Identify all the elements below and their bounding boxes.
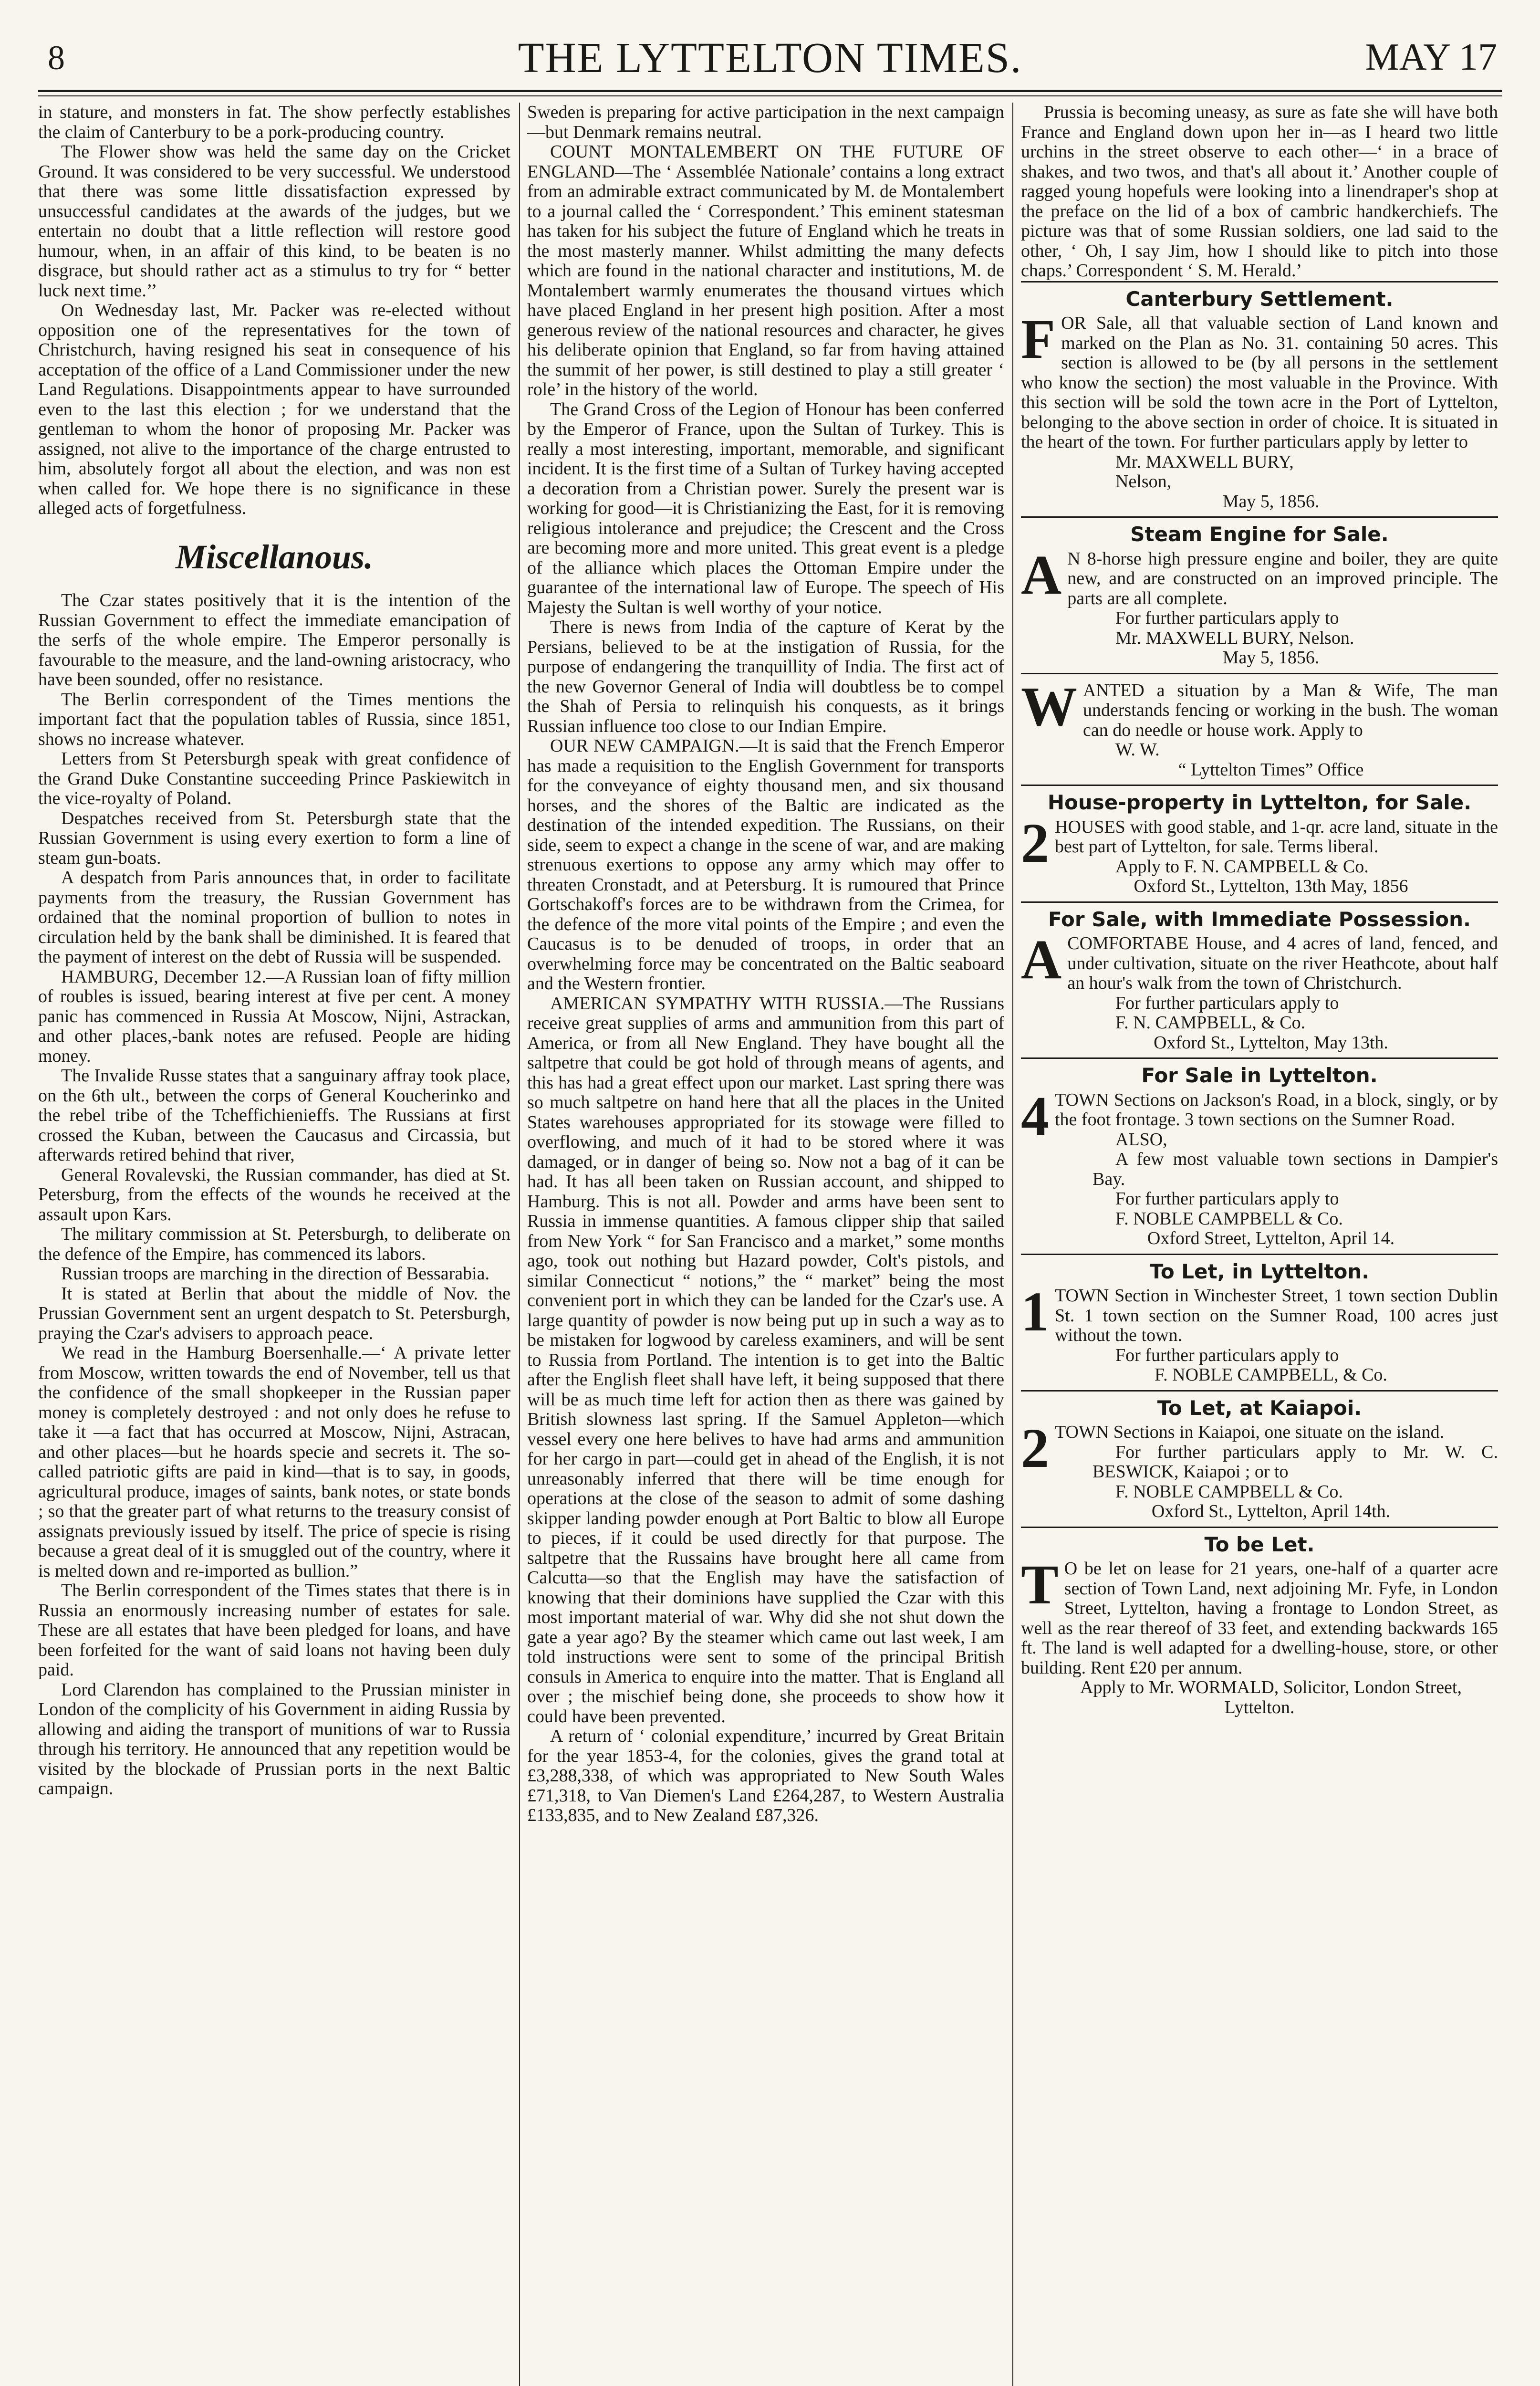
advertisement-text: OR Sale, all that valuable section of Land known and marked on the Plan as No. 31. containing 50 acres. This section is allowed to be (by all persons in the settlement who know the section) the most valuable in the Province. With this section will be sold the town acre in the Port of Lyttelton, belonging to the above section in order of choice. It is situated in the heart of the town. For further particulars apply by letter to xyxy=(1021,313,1498,452)
advertisement xyxy=(1021,1057,1498,1254)
advertisement-body xyxy=(1021,675,1498,741)
news-item: The military commission at St. Petersburgh, to deliberate on the defence of the Empire, has commenced its labors. xyxy=(38,1224,510,1264)
advertisement-title: Steam Engine for Sale. xyxy=(1130,523,1389,546)
advertisement-text: HOUSES with good stable, and 1-qr. acre land, situate in the best part of Lyttelton, for sale. Terms liberal. xyxy=(1055,816,1498,857)
advertisement xyxy=(1021,516,1498,673)
advertisement-contact-line: Oxford Street, Lyttelton, April 14. xyxy=(1147,1228,1395,1248)
column-2 xyxy=(527,103,1004,2386)
advertisement-contact-line: Nelson, xyxy=(1115,471,1172,492)
advertisement-title: For Sale, with Immediate Possession. xyxy=(1048,907,1471,931)
drop-cap: 2 xyxy=(1021,811,1049,874)
advertisement-contact-line: F. N. CAMPBELL, & Co. xyxy=(1115,1013,1306,1033)
advertisement-contact-line: Oxford St., Lyttelton, April 14th. xyxy=(1151,1501,1391,1521)
advertisement-contact-line: Mr. MAXWELL BURY, xyxy=(1115,451,1294,472)
advertisement xyxy=(1021,1390,1498,1527)
news-item: The Czar states positively that it is the intention of the Russian Government to effect the immediate emancipation of the serfs of the whole empire. The Emperor personally is favourable to the measure, and the land-owning aristocracy, who have been sounded, offer no resistance. xyxy=(38,590,510,690)
advertisement-title: To be Let. xyxy=(1204,1532,1315,1556)
advertisement-contact-line: F. NOBLE CAMPBELL & Co. xyxy=(1115,1481,1343,1502)
advertisement-contact-line: Mr. MAXWELL BURY, Nelson. xyxy=(1115,628,1354,648)
advertisement-title: Canterbury Settlement. xyxy=(1125,287,1394,311)
drop-cap: 1 xyxy=(1021,1280,1049,1343)
advertisement-contact-line: F. NOBLE CAMPBELL & Co. xyxy=(1115,1208,1343,1229)
article-paragraph: The Grand Cross of the Legion of Honour has been conferred by the Emperor of France, upon the Sultan of Turkey. This is really a most interesting, important, memorable, and significant incident. It is the first time of a Sultan of Turkey having accepted a decoration from a Christian power. Surely the present war is working for good—it is Christianizing the East, for it is removing religious intolerance and prejudice; the Crescent and the Cross are becoming more and more united. This great event is a pledge of the alliance which places the Ottoman Empire under the guarantee of the international law of Europe. The speech of His Majesty the Sultan is well worthy of your notice. xyxy=(527,399,1004,617)
advertisement-contact-line: For further particulars apply to xyxy=(1115,993,1339,1013)
advertisement-title: House-property in Lyttelton, for Sale. xyxy=(1047,791,1472,814)
article-paragraph: Sweden is preparing for active participation in the next campaign—but Denmark remains neutral. xyxy=(527,103,1004,142)
advertisement-title: To Let, in Lyttelton. xyxy=(1149,1259,1370,1283)
drop-cap: 2 xyxy=(1021,1417,1049,1479)
advertisement-contact-line: May 5, 1856. xyxy=(1222,491,1320,512)
advertisement xyxy=(1021,901,1498,1058)
advertisement-text: TOWN Sections on Jackson's Road, in a block, singly, or by the foot frontage. 3 town sections on the Sumner Road. xyxy=(1055,1089,1498,1130)
advertisement-contact-line: For further particulars apply to xyxy=(1115,1345,1339,1365)
news-item: General Rovalevski, the Russian commander, has died at St. Petersburg, from the effects of the wounds he received at the assault upon Kars. xyxy=(38,1164,510,1224)
news-item: The Berlin correspondent of the Times mentions the important fact that the population tables of Russia, since 1851, shows no increase whatever. xyxy=(38,689,510,749)
drop-cap: A xyxy=(1021,928,1062,991)
issue-date: MAY 17 xyxy=(1365,36,1497,78)
advertisement xyxy=(1021,1527,1498,1723)
news-item: A despatch from Paris announces that, in order to facilitate payments from the treasury, the Russian Government has ordained that the nominal proportion of bullion to notes in circulation held by the bank shall be diminished. It is feared that the payment of interest on the debt of Russia will be suspended. xyxy=(38,868,510,967)
news-item: HAMBURG, December 12.—A Russian loan of fifty million of roubles is issued, bearing interest at five per cent. A money panic has commenced in Russia At Moscow, Nijni, Astrackan, and other places,-bank notes are refused. People are hiding money. xyxy=(38,966,510,1066)
news-item: Despatches received from St. Petersburgh state that the Russian Government is using every exertion to form a line of steam gun-boats. xyxy=(38,808,510,868)
advertisement xyxy=(1021,673,1498,785)
advertisement xyxy=(1021,1254,1498,1390)
drop-cap: W xyxy=(1021,675,1077,738)
advertisement-text: TOWN Sections in Kaiapoi, one situate on the island. xyxy=(1055,1422,1445,1442)
column-divider xyxy=(1012,103,1013,2386)
advertisement-contact-line: W. W. xyxy=(1115,740,1160,760)
advertisement-body xyxy=(1021,543,1498,609)
news-item: We read in the Hamburg Boersenhalle.—‘ A private letter from Moscow, written towards the end of November, tell us that the confidence of the small shopkeeper in the Russian paper money is completely destroyed : and not only does he refuse to take it —a fact that has occurred at Moscow, Nijni, Astracan, and other places—but he hoards specie and secrets it. The so-called patriotic gifts are paid in kind—that is to say, in goods, agricultural produce, images of saints, bank notes, or state bonds ; so that the greater part of what returns to the treasury consist of assignats previously issued by itself. The price of specie is rising because a great deal of it is smuggled out of the country, where it is melted down and re-imported as bullion.” xyxy=(38,1343,510,1581)
advertisement-contact-line: A few most valuable town sections in Dampier's Bay. xyxy=(1093,1149,1498,1189)
advertisement-body xyxy=(1021,308,1498,452)
advertisement-contact-line: “ Lyttelton Times” Office xyxy=(1178,759,1364,780)
article-paragraph: The Flower show was held the same day on the Cricket Ground. It was considered to be very successful. We understood that there was some little dissatisfaction expressed by unsuccessful candidates at the awards of the judges, but we entertain no doubt that a little reflection will restore good humour, when, in an affair of this kind, to be beaten is no disgrace, but should rather act as a stimulus to try for “ better luck next time.’’ xyxy=(38,142,510,301)
advertisement-contact-line: Apply to Mr. WORMALD, Solicitor, London Street, Lyttelton. xyxy=(1080,1677,1462,1717)
advertisement-text: N 8-horse high pressure engine and boiler, they are quite new, and are constructed on an improved principle. The parts are all complete. xyxy=(1067,548,1498,608)
advertisement-contact-line: F. NOBLE CAMPBELL, & Co. xyxy=(1155,1365,1387,1385)
advertisement-contact-line: Apply to F. N. CAMPBELL & Co. xyxy=(1115,856,1369,877)
advertisement-title: For Sale in Lyttelton. xyxy=(1141,1064,1378,1087)
article-paragraph: On Wednesday last, Mr. Packer was re-elected without opposition one of the representatives for the town of Christchurch, having resigned his seat in consequence of his acceptation of the office of a Land Commissioner under the new Land Regulations. Disappointments appear to have surrounded even to the last this election ; for we understand that the gentleman to whom the honor of proposing Mr. Packer was assigned, not alive to the importance of the charge entrusted to him, absolutely forgot all about the election, and was non est when called for. We hope there is no significance in these alleged acts of forgetfulness. xyxy=(38,300,510,518)
article-paragraph: COUNT MONTALEMBERT ON THE FUTURE OF ENGLAND—The ‘ Assemblée Nationale’ contains a long extract from an admirable extract communicated by M. de Montalembert to a journal called the ‘ Correspondent.’ This eminent statesman has taken for his subject the future of England which he treats in the most masterly manner. Whilst admitting the many defects which are found in the national character and institutions, M. de Montalembert warmly enumerates the thousand virtues which have placed England in her present high position. After a most generous review of the national resources and character, he gives his deliberate opinion that England, so far from having attained the summit of her power, is still destined to play a still greater ‘ role’ in the history of the world. xyxy=(527,142,1004,399)
news-item: Lord Clarendon has complained to the Prussian minister in London of the complicity of his Government in aiding Russia by allowing and aiding the transport of munitions of war to Russia through his territory. He announced that any repetition would be visited by the blockade of Prussian ports in the next Baltic campaign. xyxy=(38,1679,510,1799)
column-3 xyxy=(1021,103,1498,2386)
article-paragraph: in stature, and monsters in fat. The show perfectly establishes the claim of Canterbury to be a pork-producing country. xyxy=(38,103,510,142)
advertisement-body xyxy=(1021,1280,1498,1346)
drop-cap: 4 xyxy=(1021,1084,1049,1147)
column-1 xyxy=(38,103,510,2386)
news-item: The Invalide Russe states that a sanguinary affray took place, on the 6th ult., between the corps of General Koucherinko and the rebel tribe of the Tcheffichienieffs. The Russians at first crossed the Kuban, between the Caucasus and Circassia, but afterwards retired behind that river, xyxy=(38,1066,510,1165)
newspaper-title: THE LYTTELTON TIMES. xyxy=(518,34,1022,82)
advertisement-body xyxy=(1021,1553,1498,1678)
section-heading-miscellanous: Miscellanous. xyxy=(175,537,374,576)
news-item: The Berlin correspondent of the Times states that there is in Russia an enormously increasing number of estates for sale. These are all estates that have been pledged for loans, and have been forfeited for the want of said loans not having been duly paid. xyxy=(38,1580,510,1680)
advertisement-list xyxy=(1021,281,1498,1723)
page-number: 8 xyxy=(48,39,65,77)
article-paragraph: There is news from India of the capture of Kerat by the Persians, believed to be at the instigation of Russia, for the purpose of endangering the tranquillity of India. The first act of the new Governor General of India will doubtless be to compel the Shah of Persia to relinquish his conquests, as it brings Russian influence too close to our Indian Empire. xyxy=(527,617,1004,736)
advertisement xyxy=(1021,785,1498,901)
news-item: Russian troops are marching in the direction of Bessarabia. xyxy=(61,1264,490,1284)
news-item: It is stated at Berlin that about the middle of Nov. the Prussian Government sent an urgent despatch to St. Petersburgh, praying the Czar's advisers to approach peace. xyxy=(38,1283,510,1343)
advertisement-contact-line: Oxford St., Lyttelton, 13th May, 1856 xyxy=(1134,876,1408,896)
advertisement-contact-line: For further particulars apply to xyxy=(1115,1189,1339,1209)
masthead-rule xyxy=(38,90,1502,92)
advertisement-contact-line: May 5, 1856. xyxy=(1222,648,1320,668)
drop-cap: F xyxy=(1021,308,1056,370)
advertisement-text: O be let on lease for 21 years, one-half of a quarter acre section of Town Land, next adjoining Mr. Fyfe, in London Street, Lyttelton, having a frontage to London Street, as well as the rear thereof of 33 feet, and extending backwards 165 ft. The land is well adapted for a dwelling-house, store, or other building. Rent £20 per annum. xyxy=(1021,1559,1498,1678)
advertisement-title: To Let, at Kaiapoi. xyxy=(1157,1396,1362,1420)
advertisement-text: ANTED a situation by a Man & Wife, The man understands fencing or working in the bush. The woman can do needle or house work. Apply to xyxy=(1083,680,1498,740)
drop-cap: A xyxy=(1021,543,1062,606)
article-paragraph: Prussia is becoming uneasy, as sure as fate she will have both France and England down upon her in—as I heard two little urchins in the street observe to each other—‘ in a brace of shakes, and two twos, and that's all about it.’ Another couple of ragged young hopefuls were looking into a linendraper's shop at the preface on the lid of a box of cambric handkerchiefs. The picture was that of some Russian soldiers, one lad said to the other, ‘ Oh, I say Jim, how I should like to pitch into those chaps.’ Correspondent ‘ S. M. Herald.’ xyxy=(1021,103,1498,281)
masthead-rule-thin xyxy=(38,95,1502,96)
masthead xyxy=(38,33,1502,86)
advertisement xyxy=(1021,281,1498,517)
news-item: Letters from St Petersburgh speak with great confidence of the Grand Duke Constantine succeeding Prince Paskiewitch in the vice-royalty of Poland. xyxy=(38,749,510,808)
advertisement-text: TOWN Section in Winchester Street, 1 town section Dublin St. 1 town section on the Sumner Road, 100 acres just without the town. xyxy=(1055,1286,1498,1345)
advertisement-contact-line: ALSO, xyxy=(1115,1129,1167,1150)
advertisement-text: COMFORTABE House, and 4 acres of land, fenced, and under cultivation, situate on the river Heathcote, about half an hour's walk from the town of Christchurch. xyxy=(1067,933,1498,993)
article-paragraph: AMERICAN SYMPATHY WITH RUSSIA.—The Russians receive great supplies of arms and ammunition from this part of America, or from all New England. They have bought all the saltpetre that could be got hold of through means of agents, and this has had a great effect upon our market. Last spring there was so much saltpetre on hand here that all the places in the United States warehouses appropriated for its stowage were filled to overflowing, and much of it had to be stored where it was damaged, or in danger of being so. Now not a bag of it can be had. It has all been taken on Russian account, and shipped to Hamburg. This is not all. Powder and arms have been sent to Russia in immense quantities. A famous clipper ship that sailed from New York “ for San Francisco and a market,” some months ago, took out nothing but Hazard powder, Colt's pistols, and similar Connecticut “ notions,” the “ market” being the most convenient port in which they can be landed for the Czar's use. A large quantity of powder is now being put up in such a way as to be mistaken for logwood by careless examiners, and will be sent to Russia from Portland. The intention is to get into the Baltic after the English fleet shall have left, it being supposed that there will be as much time left for action then as there was gained by British slowness last spring. If the Samuel Appleton—which vessel every one here belives to have had arms and ammunition for her cargo in part—could get in ahead of the English, it is not unreasonably inferred that there will be time enough for operations at the close of the season to admit of some dashing skipper landing powder enough at Port Baltic to blow all Europe to pieces, if it could be used directly for that purpose. The saltpetre that the Russains have brought here all came from Calcutta—so that the English may have the satisfaction of knowing that their dominions have supplied the Czar with this most important material of war. Why did she not shut down the gate a year ago? By the steamer which came out last week, I am told instructions were sent to some of the principal British consuls in America to enquire into the matter. That is England all over ; the mischief being done, she proceeds to show how it could have been prevented. xyxy=(527,993,1004,1727)
column-divider xyxy=(519,103,520,2386)
advertisement-contact-line: For further particulars apply to Mr. W. C. BESWICK, Kaiapoi ; or to xyxy=(1093,1442,1498,1482)
article-paragraph: OUR NEW CAMPAIGN.—It is said that the French Emperor has made a requisition to the English Government for transports for the conveyance of eighty thousand men, and six thousand horses, and the shores of the Baltic are indicated as the destination of the intended expedition. The Russians, on their side, seem to expect a change in the scene of war, and are making strenuous exertions to oppose any army which may offer to threaten Cronstadt, and at Petersburg. It is rumoured that Prince Gortschakoff's forces are to be withdrawn from the Crimea, for the defence of the more vital points of the Empire ; and even the Caucasus is to be denuded of troops, in order that an overwhelming force may be concentrated on the Baltic seaboard and the Western frontier. xyxy=(527,736,1004,994)
advertisement-body xyxy=(1021,928,1498,994)
miscellany-list xyxy=(38,591,510,1799)
article-paragraph: A return of ‘ colonial expenditure,’ incurred by Great Britain for the year 1853-4, for the colonies, gives the grand total at £3,288,338, of which was appropriated to New South Wales £71,318, to Van Diemen's Land £264,287, to Western Australia £133,835, and to New Zealand £87,326. xyxy=(527,1726,1004,1825)
advertisement-contact-line: For further particulars apply to xyxy=(1115,608,1339,628)
advertisement-contact-line: Oxford St., Lyttelton, May 13th. xyxy=(1154,1032,1388,1053)
drop-cap: T xyxy=(1021,1553,1059,1616)
